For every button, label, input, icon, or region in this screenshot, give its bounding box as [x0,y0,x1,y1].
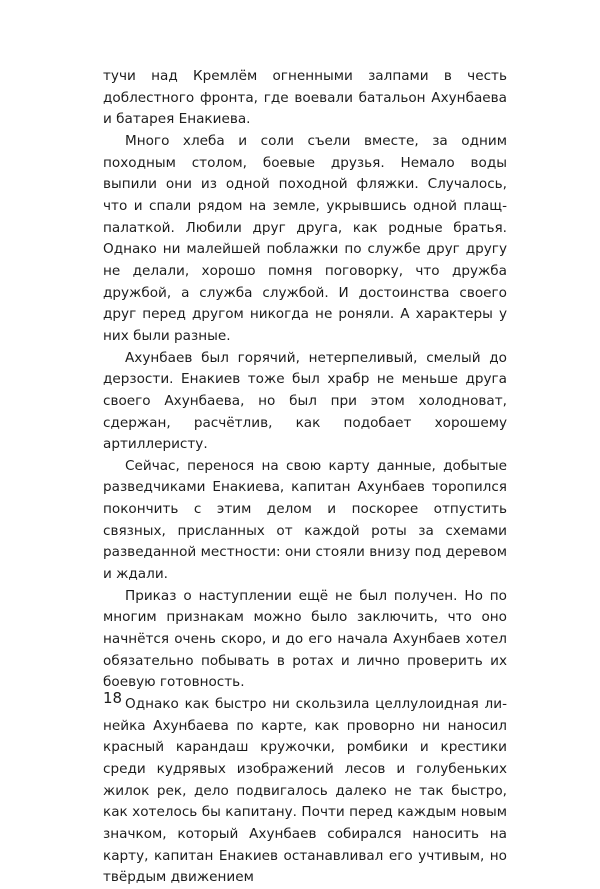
paragraph: Однако как быстро ни скользила целлулоидная линейка Ахунбаева по карте, как проворно ни наносил красный карандаш кружочки, ромбики и крестики среди кудрявых изображений лесов и голубеньких жилок рек, дело подвигалось далеко не так быстро, как хотелось бы капитану. Почти перед каждым новым значком, который Ахунбаев собирался наносить на карту, капитан Енакиев останавливал его учтивым, но твёрдым движением [103,696,507,886]
paragraph: Много хлеба и соли съели вместе, за одним походным столом, боевые друзья. Немало воды выпили они из одной походной фляжки. Случалось, что и спали рядом на земле, укрывшись одной плащ-палаткой. Любили друг друга, как родные братья. Однако ни малейшей поблажки по службе друг другу не делали, хорошо помня поговорку, что дружба дружбой, а служба службой. И достоинства своего друг перед другом никогда не роняли. А характеры у них были разные. [103,132,507,344]
paragraph: Приказ о наступлении ещё не был получен. Но по многим признакам можно было заключить, что оно начнётся очень скоро, и до его начала Ахунбаев хотел обязательно побывать в ротах и лично проверить их боевую готовность. [103,587,507,691]
paragraph: Сейчас, перенося на свою карту данные, добытые разведчиками Енакиева, капитан Ахунбаев торопился покончить с этим делом и поскорее отпустить связных, присланных от каждой роты за схемами разведанной местности: они стояли внизу под деревом и ждали. [103,457,507,583]
page-number: 18 [103,689,123,707]
paragraph: Ахунбаев был горячий, нетерпеливый, смелый до дерзости. Енакиев тоже был храбр не меньше друга своего Ахунбаева, но был при этом холодноват, сдержан, расчётлив, как подобает хорошему артиллеристу. [103,349,507,453]
body-text [103,66,507,889]
paragraph: тучи над Кремлём огненными залпами в честь доблестного фронта, где воевали батальон Ахунбаева и батарея Енакиева. [103,68,507,128]
